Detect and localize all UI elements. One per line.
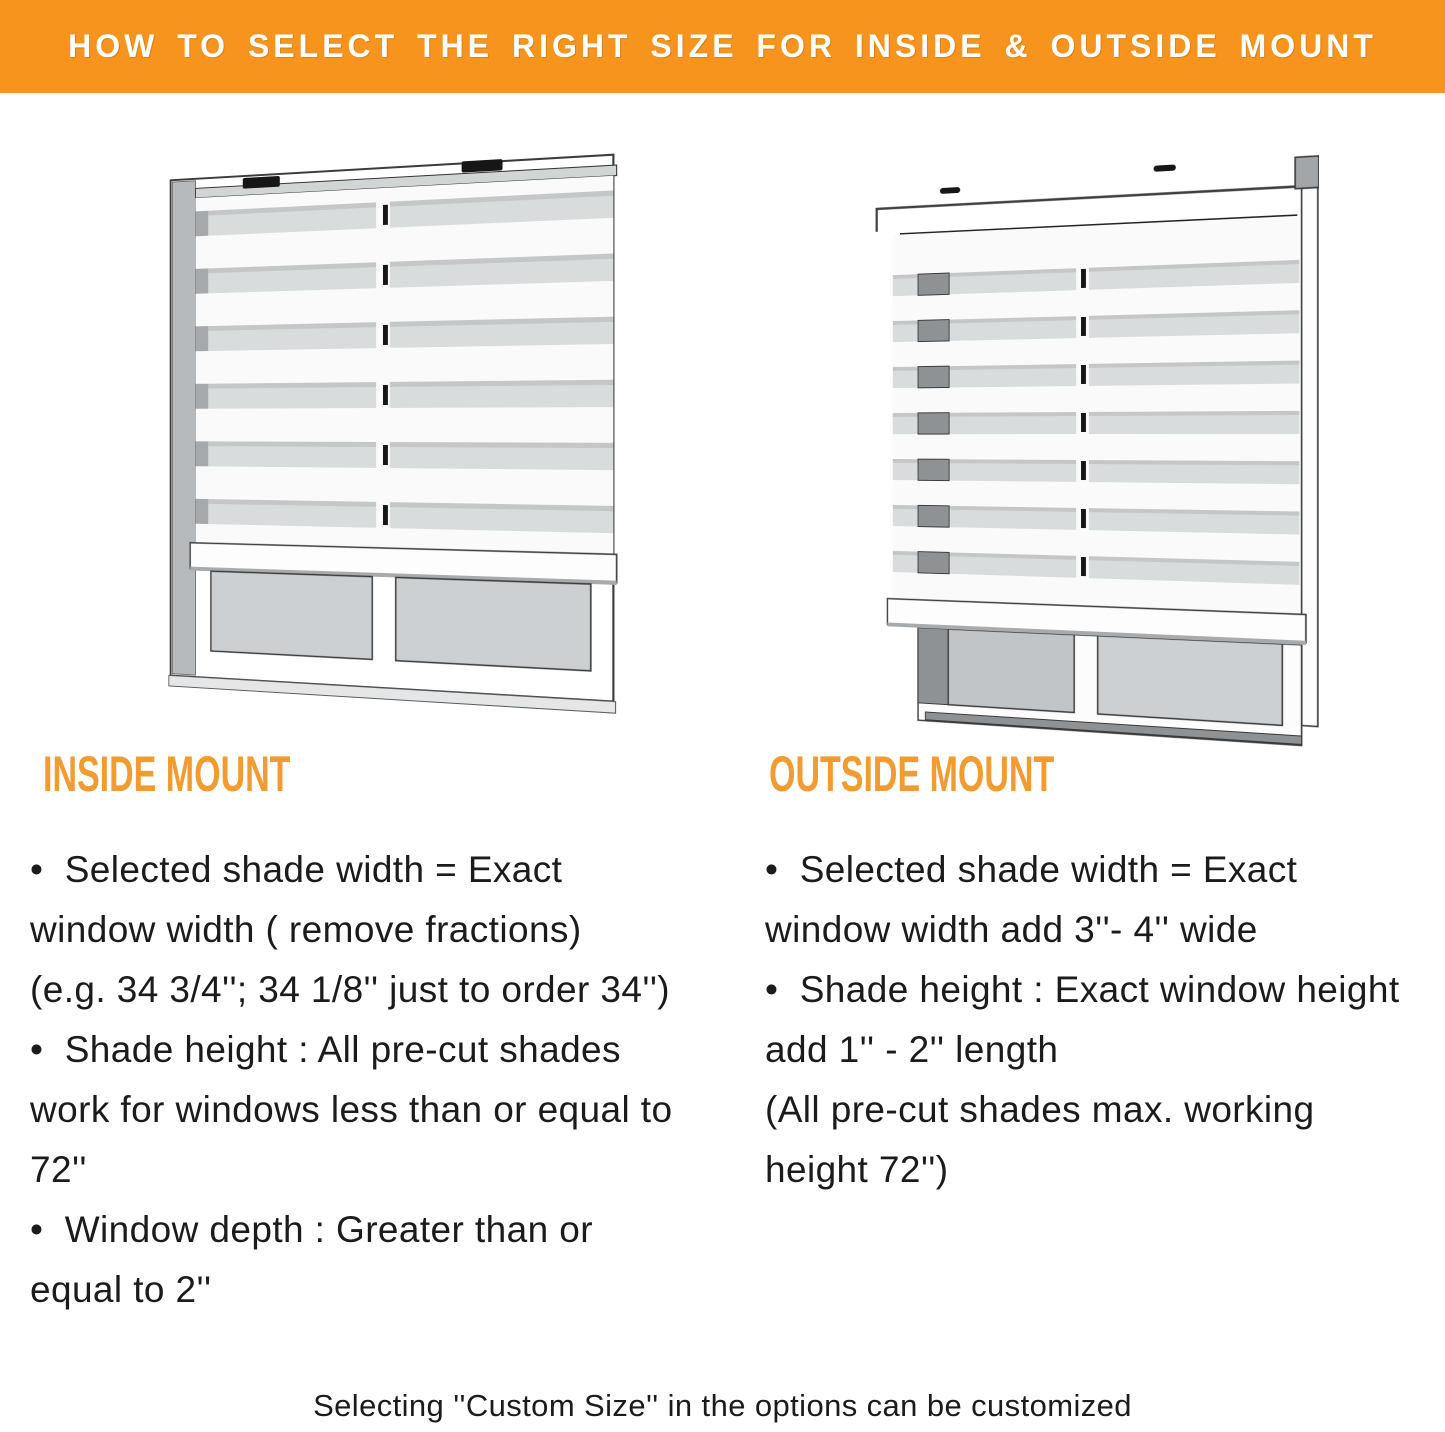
mount-bracket-icon (243, 176, 280, 189)
text-line: 72'' (30, 1149, 87, 1190)
text-line: • Selected shade width = Exact (765, 849, 1298, 890)
custom-size-note: Selecting ''Custom Size'' in the options can be customized (313, 1388, 1132, 1423)
zebra-shade (887, 215, 1306, 644)
mount-bracket-icon (462, 159, 503, 173)
banner-title: HOW TO SELECT THE RIGHT SIZE FOR INSIDE & OUTSIDE MOUNT (68, 28, 1377, 64)
mount-bracket-icon (940, 187, 960, 194)
outside-mount-illustration (852, 136, 1312, 736)
text-line: (All pre-cut shades max. working (765, 1089, 1315, 1130)
text-line: • Shade height : All pre-cut shades (30, 1029, 621, 1070)
outside-mount-window-graphic (868, 120, 1319, 752)
outside-mount-bullets (765, 840, 1435, 1200)
text-line: equal to 2'' (30, 1269, 212, 1310)
inside-mount-illustration (150, 146, 616, 706)
text-line: window width add 3''- 4'' wide (765, 909, 1258, 950)
text-line: • Window depth : Greater than or (30, 1209, 593, 1250)
inside-mount-bullets (30, 840, 730, 1320)
text-line: • Shade height : Exact window height (765, 969, 1400, 1010)
shade-center-seam (376, 188, 390, 549)
title-banner (0, 0, 1445, 93)
text-line: height 72'') (765, 1149, 949, 1190)
text-line: work for windows less than or equal to (30, 1089, 673, 1130)
text-line: • Selected shade width = Exact (30, 849, 563, 890)
inside-mount-window-graphic (166, 131, 623, 721)
outside-mount-heading: OUTSIDE MOUNT (769, 746, 1055, 802)
zebra-shade (190, 176, 616, 585)
inside-mount-heading: INSIDE MOUNT (43, 746, 291, 802)
corner-bracket-icon (1295, 156, 1319, 189)
text-line: window width ( remove fractions) (30, 909, 582, 950)
mount-bracket-icon (1154, 164, 1176, 171)
text-line: add 1'' - 2'' length (765, 1029, 1059, 1070)
text-line: (e.g. 34 3/4''; 34 1/8'' just to order 34'') (30, 969, 671, 1010)
